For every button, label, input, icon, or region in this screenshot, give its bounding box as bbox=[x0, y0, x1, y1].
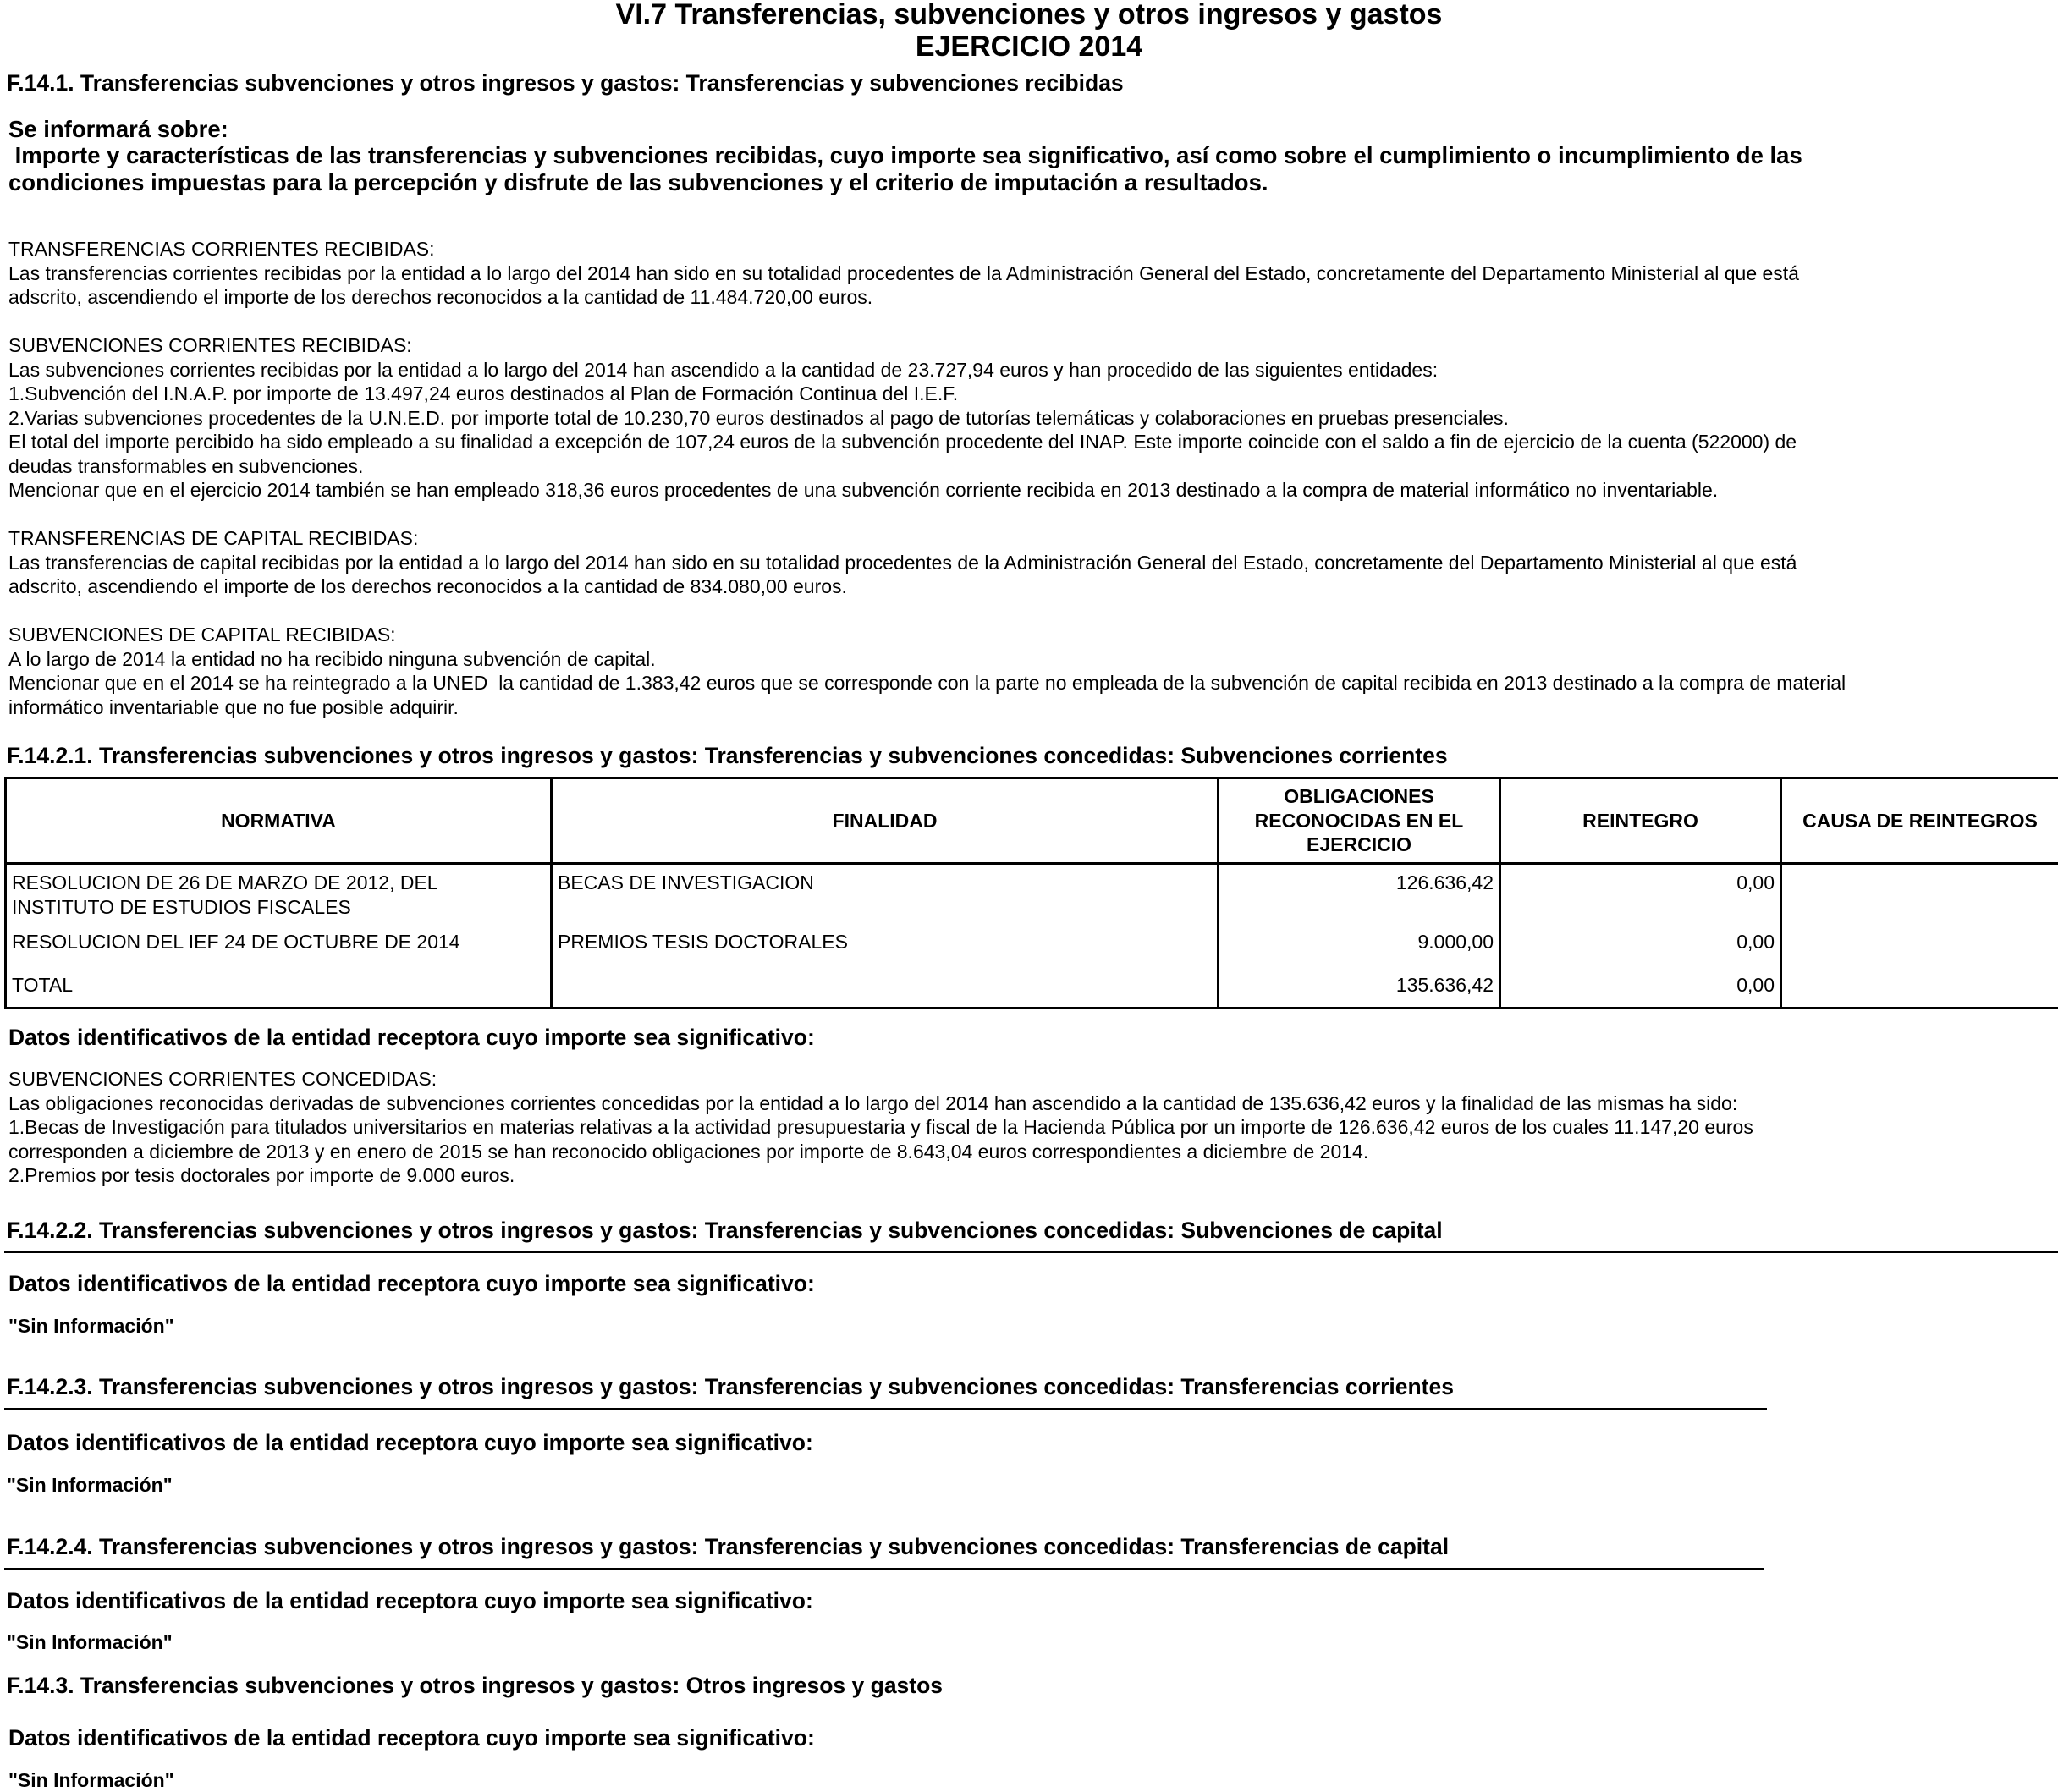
cell-total-reintegro: 0,00 bbox=[1500, 968, 1781, 1009]
paragraph-line: deudas transformables en subvenciones. bbox=[8, 454, 363, 479]
table-row bbox=[6, 864, 2058, 924]
section-divider bbox=[4, 1408, 1767, 1410]
paragraph-line: Mencionar que en el 2014 se ha reintegrado a la UNED la cantidad de 1.383,42 euros que se corresponde con la parte no empleada de la subvención de capital recibida en 2013 destinado a la compra de material bbox=[8, 671, 1846, 695]
paragraph-line: Las subvenciones corrientes recibidas por la entidad a lo largo del 2014 han ascendido a la cantidad de 23.727,94 euros y han procedido de las siguientes entidades: bbox=[8, 358, 1438, 382]
paragraph-line: El total del importe percibido ha sido empleado a su finalidad a excepción de 107,24 euros de la subvención procedente del INAP. Este importe coincide con el saldo a fin de ejercicio de la cuenta (522000) de bbox=[8, 430, 1797, 454]
cell-reintegro: 0,00 bbox=[1500, 864, 1781, 924]
paragraph-line: Las transferencias de capital recibidas por la entidad a lo largo del 2014 han sido en su totalidad procedentes de la Administración General del Estado, concretamente del Departamento Ministerial al que está bbox=[8, 551, 1797, 575]
section-heading-f14-2-4: F.14.2.4. Transferencias subvenciones y otros ingresos y gastos: Transferencias y subvenciones concedidas: Transferencias de capital bbox=[7, 1534, 1449, 1560]
paragraph-line: adscrito, ascendiendo el importe de los derechos reconocidos a la cantidad de 11.484.720,00 euros. bbox=[8, 285, 872, 310]
datos-identificativos-label: Datos identificativos de la entidad receptora cuyo importe sea significativo: bbox=[8, 1025, 815, 1051]
cell-total-obligaciones: 135.636,42 bbox=[1219, 968, 1500, 1009]
subvenciones-corrientes-label: SUBVENCIONES CORRIENTES RECIBIDAS: bbox=[8, 333, 412, 358]
paragraph-line: Las obligaciones reconocidas derivadas de subvenciones corrientes concedidas por la entidad a lo largo del 2014 han ascendido a la cantidad de 135.636,42 euros y la finalidad de las mismas ha sido: bbox=[8, 1091, 1737, 1116]
datos-identificativos-label: Datos identificativos de la entidad receptora cuyo importe sea significativo: bbox=[8, 1271, 815, 1297]
header-obligaciones: OBLIGACIONES RECONOCIDAS EN EL EJERCICIO bbox=[1219, 778, 1500, 864]
header-reintegro: REINTEGRO bbox=[1500, 778, 1781, 864]
sin-informacion-text: "Sin Información" bbox=[7, 1474, 173, 1497]
paragraph-line: Las transferencias corrientes recibidas por la entidad a lo largo del 2014 han sido en su totalidad procedentes de la Administración General del Estado, concretamente del Departamento Ministerial al que está bbox=[8, 261, 1799, 286]
cell-normativa: RESOLUCION DEL IEF 24 DE OCTUBRE DE 2014 bbox=[6, 924, 552, 968]
subvenciones-concedidas-label: SUBVENCIONES CORRIENTES CONCEDIDAS: bbox=[8, 1067, 437, 1091]
sin-informacion-text: "Sin Información" bbox=[8, 1315, 174, 1338]
cell-obligaciones: 126.636,42 bbox=[1219, 864, 1500, 924]
cell-obligaciones: 9.000,00 bbox=[1219, 924, 1500, 968]
datos-identificativos-label: Datos identificativos de la entidad receptora cuyo importe sea significativo: bbox=[7, 1430, 813, 1456]
sin-informacion-text: "Sin Información" bbox=[8, 1769, 174, 1792]
section-heading-f14-2-1: F.14.2.1. Transferencias subvenciones y otros ingresos y gastos: Transferencias y subvenciones concedidas: Subvenciones corrientes bbox=[7, 743, 1448, 769]
cell-causa bbox=[1781, 968, 2058, 1009]
cell-finalidad bbox=[552, 968, 1219, 1009]
header-normativa: NORMATIVA bbox=[6, 778, 552, 864]
section-heading-f14-3: F.14.3. Transferencias subvenciones y otros ingresos y gastos: Otros ingresos y gastos bbox=[7, 1673, 943, 1699]
cell-causa bbox=[1781, 864, 2058, 924]
section-heading-f14-1: F.14.1. Transferencias subvenciones y otros ingresos y gastos: Transferencias y subvenciones recibidas bbox=[7, 70, 1124, 96]
datos-identificativos-label: Datos identificativos de la entidad receptora cuyo importe sea significativo: bbox=[8, 1725, 815, 1751]
paragraph-line: adscrito, ascendiendo el importe de los derechos reconocidos a la cantidad de 834.080,00 euros. bbox=[8, 574, 847, 599]
page-title: VI.7 Transferencias, subvenciones y otros ingresos y gastos bbox=[0, 0, 2058, 31]
sin-informacion-text: "Sin Información" bbox=[7, 1631, 173, 1654]
section-heading-f14-2-3: F.14.2.3. Transferencias subvenciones y otros ingresos y gastos: Transferencias y subvenciones concedidas: Transferencias corrientes bbox=[7, 1374, 1454, 1400]
paragraph-line: 2.Premios por tesis doctorales por importe de 9.000 euros. bbox=[8, 1163, 514, 1188]
paragraph-line: corresponden a diciembre de 2013 y en enero de 2015 se han reconocido obligaciones por importe de 8.643,04 euros correspondientes a diciembre de 2014. bbox=[8, 1140, 1368, 1164]
cell-reintegro: 0,00 bbox=[1500, 924, 1781, 968]
inform-text-line: Importe y características de las transferencias y subvenciones recibidas, cuyo importe sea significativo, así como sobre el cumplimiento o incumplimiento de las bbox=[8, 142, 1802, 170]
page-subtitle: EJERCICIO 2014 bbox=[0, 30, 2058, 63]
paragraph-line: 1.Subvención del I.N.A.P. por importe de 13.497,24 euros destinados al Plan de Formación Continua del I.E.F. bbox=[8, 382, 958, 406]
table-total-row bbox=[6, 968, 2058, 1009]
cell-total-label: TOTAL bbox=[6, 968, 552, 1009]
paragraph-line: 1.Becas de Investigación para titulados universitarios en materias relativas a la actividad presupuestaria y fiscal de la Hacienda Pública por un importe de 126.636,42 euros de los cuales 11.147,20 euros bbox=[8, 1115, 1753, 1140]
subvenciones-corrientes-table bbox=[4, 777, 2058, 1009]
table-header-row bbox=[6, 778, 2058, 864]
cell-finalidad: PREMIOS TESIS DOCTORALES bbox=[552, 924, 1219, 968]
datos-identificativos-label: Datos identificativos de la entidad receptora cuyo importe sea significativo: bbox=[7, 1588, 813, 1614]
transferencias-corrientes-label: TRANSFERENCIAS CORRIENTES RECIBIDAS: bbox=[8, 237, 435, 261]
cell-finalidad: BECAS DE INVESTIGACION bbox=[552, 864, 1219, 924]
header-finalidad: FINALIDAD bbox=[552, 778, 1219, 864]
section-divider bbox=[4, 1251, 2058, 1253]
table-row bbox=[6, 924, 2058, 968]
cell-normativa: RESOLUCION DE 26 DE MARZO DE 2012, DEL INSTITUTO DE ESTUDIOS FISCALES bbox=[6, 864, 552, 924]
paragraph-line: Mencionar que en el ejercicio 2014 también se han empleado 318,36 euros procedentes de una subvención corriente recibida en 2013 destinado a la compra de material informático no inventariable. bbox=[8, 478, 1718, 503]
section-divider bbox=[4, 1568, 1764, 1570]
transferencias-capital-label: TRANSFERENCIAS DE CAPITAL RECIBIDAS: bbox=[8, 526, 418, 551]
paragraph-line: informático inventariable que no fue posible adquirir. bbox=[8, 695, 459, 720]
section-heading-f14-2-2: F.14.2.2. Transferencias subvenciones y otros ingresos y gastos: Transferencias y subvenciones concedidas: Subvenciones de capital bbox=[7, 1218, 1443, 1244]
header-causa: CAUSA DE REINTEGROS bbox=[1781, 778, 2058, 864]
paragraph-line: 2.Varias subvenciones procedentes de la U.N.E.D. por importe total de 10.230,70 euros destinados al pago de tutorías telemáticas y colaboraciones en pruebas presenciales. bbox=[8, 406, 1509, 431]
cell-causa bbox=[1781, 924, 2058, 968]
subvenciones-capital-label: SUBVENCIONES DE CAPITAL RECIBIDAS: bbox=[8, 623, 396, 647]
paragraph-line: A lo largo de 2014 la entidad no ha recibido ninguna subvención de capital. bbox=[8, 647, 656, 672]
inform-label: Se informará sobre: bbox=[8, 116, 228, 144]
inform-text-line: condiciones impuestas para la percepción y disfrute de las subvenciones y el criterio de imputación a resultados. bbox=[8, 169, 1268, 197]
